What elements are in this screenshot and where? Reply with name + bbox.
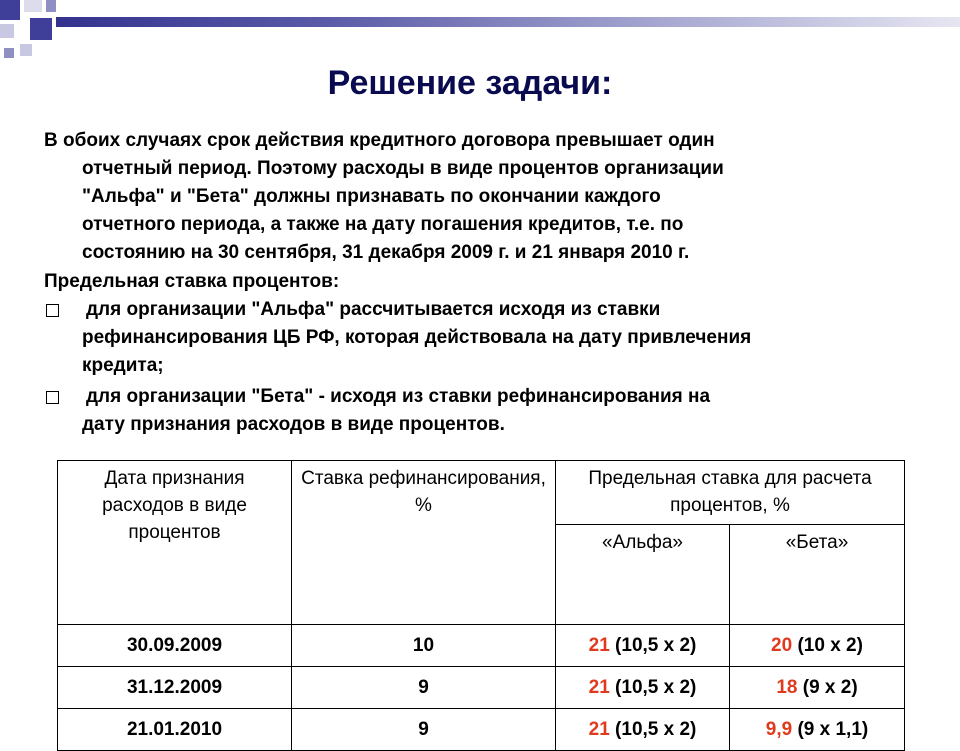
cell-rate: 10 <box>292 625 556 667</box>
cell-date: 30.09.2009 <box>58 625 292 667</box>
beta-value: 18 <box>776 677 798 698</box>
decor-square <box>0 0 20 20</box>
cell-date: 31.12.2009 <box>58 667 292 709</box>
decor-square <box>30 18 52 40</box>
decor-square <box>0 24 14 38</box>
table-row <box>58 667 905 709</box>
bullet-line: для организации "Альфа" рассчитывается исходя из ставки <box>86 299 661 320</box>
cell-rate: 9 <box>292 667 556 709</box>
header-alfa: «Альфа» <box>556 525 730 625</box>
decor-square <box>20 44 32 56</box>
cell-beta <box>730 709 905 751</box>
header-beta: «Бета» <box>730 525 905 625</box>
bullet-beta <box>44 383 934 439</box>
cell-beta <box>730 625 905 667</box>
cell-beta <box>730 667 905 709</box>
cell-rate: 9 <box>292 709 556 751</box>
table-row <box>58 625 905 667</box>
alfa-value: 21 <box>588 635 610 656</box>
cell-alfa <box>556 709 730 751</box>
alfa-calc: (10,5 х 2) <box>609 719 697 740</box>
decor-square <box>4 48 14 58</box>
paragraph-line: отчетный период. Поэтому расходы в виде процентов организации <box>82 158 724 179</box>
checkbox-bullet-icon <box>46 391 59 404</box>
intro-paragraph <box>44 127 924 267</box>
paragraph-line: отчетного периода, а также на дату погашения кредитов, т.е. по <box>82 214 684 235</box>
bullet-line: рефинансирования ЦБ РФ, которая действовала на дату привлечения <box>82 327 752 348</box>
cell-alfa <box>556 667 730 709</box>
rates-table <box>57 460 905 751</box>
paragraph-line: "Альфа" и "Бета" должны признавать по окончании каждого <box>82 186 661 207</box>
beta-calc: (9 х 2) <box>797 677 858 698</box>
table-header-row <box>58 461 905 525</box>
cell-date: 21.01.2010 <box>58 709 292 751</box>
alfa-calc: (10,5 х 2) <box>609 677 697 698</box>
alfa-value: 21 <box>588 719 610 740</box>
checkbox-bullet-icon <box>46 304 59 317</box>
beta-calc: (10 х 2) <box>792 635 863 656</box>
table-row <box>58 709 905 751</box>
alfa-value: 21 <box>588 677 610 698</box>
alfa-calc: (10,5 х 2) <box>609 635 697 656</box>
bullet-line: для организации "Бета" - исходя из ставки рефинансирования на <box>86 386 711 407</box>
bullet-line: кредита; <box>82 355 164 376</box>
bullet-alfa <box>44 296 934 380</box>
beta-value: 20 <box>771 635 793 656</box>
header-refinancing-rate: Ставка рефинансирования, % <box>292 461 556 625</box>
beta-value: 9,9 <box>765 719 793 740</box>
rate-subheading: Предельная ставка процентов: <box>44 271 340 292</box>
header-gradient-bar <box>56 17 960 27</box>
paragraph-line: состоянию на 30 сентября, 31 декабря 2009 г. и 21 января 2010 г. <box>82 242 690 263</box>
slide-title: Решение задачи: <box>327 64 613 102</box>
header-limit-rate: Предельная ставка для расчета процентов, % <box>556 461 905 525</box>
decor-square <box>24 0 42 12</box>
bullet-line: дату признания расходов в виде процентов. <box>82 414 505 435</box>
header-date: Дата признания расходов в виде процентов <box>58 461 292 625</box>
paragraph-line: В обоих случаях срок действия кредитного договора превышает один <box>44 130 715 151</box>
decor-square <box>46 0 56 12</box>
beta-calc: (9 х 1,1) <box>792 719 869 740</box>
cell-alfa <box>556 625 730 667</box>
